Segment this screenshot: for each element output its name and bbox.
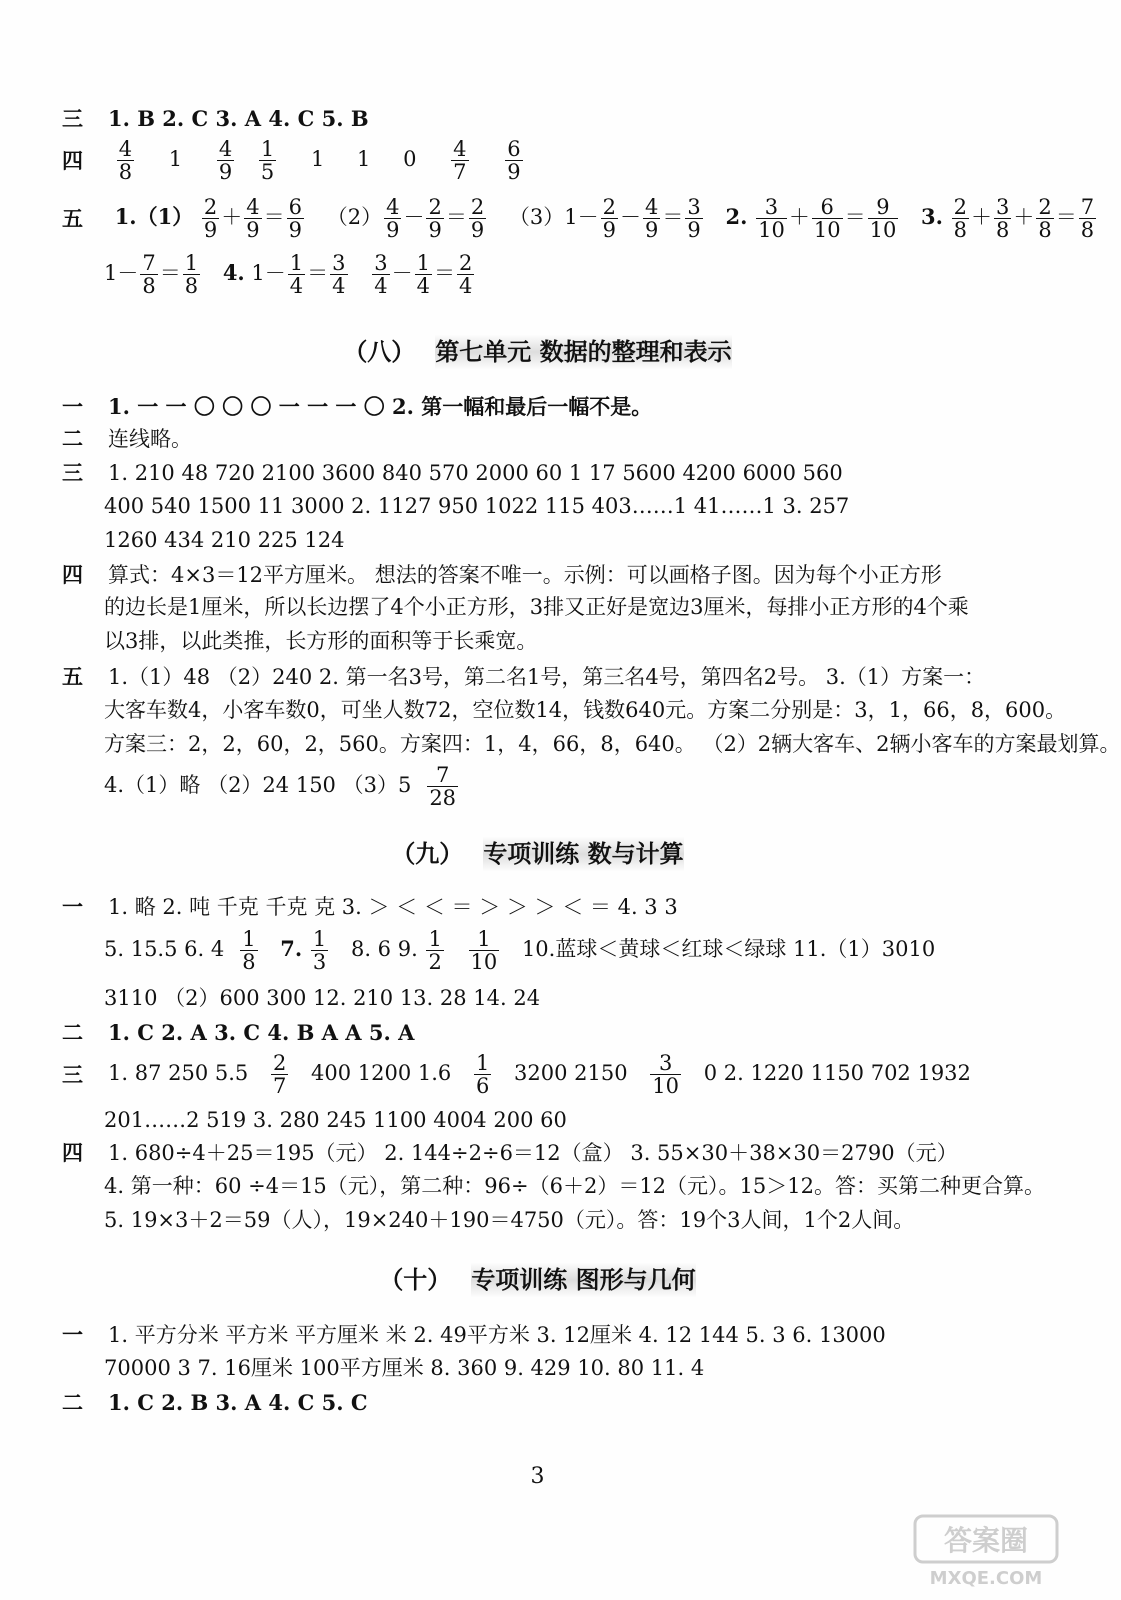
fraction: $\frac{1}{4}$ — [289, 251, 304, 299]
fraction: $\frac{1}{6}$ — [475, 1051, 490, 1099]
fraction: $\frac{4}{9}$ — [386, 195, 400, 243]
page-number: 3 — [530, 1464, 545, 1489]
row-10-yi-2: 70000 3 7. 16厘米 100平方厘米 8. 360 9. 429 10. 80 11. 4 — [104, 1356, 705, 1380]
section-heading-9: （九） 专项训练 数与计算 — [0, 842, 1075, 866]
row-8-si-1: 四 算式：4×3＝12平方厘米。 想法的答案不唯一。示例：可以画格子图。因为每个小正方形 — [62, 562, 942, 587]
row-san-prev — [62, 108, 369, 130]
fraction: $\frac{3}{8}$ — [996, 195, 1010, 243]
row-8-san-3: 1260 434 210 225 124 — [104, 528, 345, 552]
row-9-yi-2: 5. 15.5 6. 4 $\frac{1}{8}$ 7. $\frac{1}{3}$ 8. 6 9. $\frac{1}{2}$ $\frac{1}{10}$ 10.蓝球＜黄球＜红球＜绿球 11.（1）3010 — [104, 927, 936, 975]
fraction: $\frac{2}{9}$ — [602, 195, 617, 243]
number: 1 — [310, 147, 325, 172]
row-9-san-2: 201……2 519 3. 280 245 1100 4004 200 60 — [104, 1108, 567, 1132]
row-9-si-2: 4. 第一种：60 ÷4＝15（元），第二种：96÷（6＋2）＝12（元）。15＞12。答：买第二种更合算。 — [104, 1174, 1045, 1198]
svg-text:MXQE.COM: MXQE.COM — [929, 1568, 1043, 1589]
row-10-er: 二 1. C 2. B 3. A 4. C 5. C — [62, 1390, 368, 1415]
q-label: 五 — [62, 206, 83, 232]
fraction: $\frac{2}{4}$ — [458, 251, 473, 299]
fraction: $\frac{4}{8}$ — [118, 137, 133, 185]
q-label: 四 — [62, 148, 83, 174]
fraction: $\frac{3}{4}$ — [374, 251, 388, 299]
fraction: $\frac{7}{8}$ — [142, 251, 156, 299]
fraction: $\frac{2}{8}$ — [953, 195, 967, 243]
fraction: $\frac{6}{9}$ — [507, 137, 521, 185]
row-8-wu-1: 五 1.（1）48 （2）240 2. 第一名3号，第二名1号，第三名4号，第四名2号。 3.（1）方案一： — [62, 664, 986, 689]
fraction: $\frac{4}{9}$ — [246, 195, 260, 243]
row-si-prev — [62, 138, 525, 183]
row-9-san-1: 三 1. 87 250 5.5 $\frac{2}{7}$ 400 1200 1.6 $\frac{1}{6}$ 3200 2150 $\frac{3}{10}$ 0 2. 1220 1150 702 1932 — [62, 1051, 971, 1099]
row-wu-prev-2: 1－ $\frac{7}{8}$ ＝ $\frac{1}{8}$ 4. 1－ $\frac{1}{4}$ ＝ $\frac{3}{4}$ $\frac{3}{4}$ － $\frac{1}{4}$ ＝ $\frac{2}{4}$ — [104, 251, 473, 299]
fraction: $\frac{2}{8}$ — [1038, 195, 1052, 243]
fraction: $\frac{2}{9}$ — [470, 195, 485, 243]
fraction: $\frac{4}{9}$ — [645, 195, 659, 243]
number: 1 — [357, 147, 371, 172]
row-9-si-3: 5. 19×3＋2＝59（人），19×240＋190＝4750（元）。答：19个3人间，1个2人间。 — [104, 1208, 915, 1232]
section-heading-10: （十） 专项训练 图形与几何 — [0, 1268, 1075, 1292]
row-9-yi-3: 3110 （2）600 300 12. 210 13. 28 14. 24 — [104, 986, 541, 1010]
row-8-wu-4: 4.（1）略 （2）24 150 （3）5 $\frac{7}{28}$ — [104, 763, 457, 811]
fraction: $\frac{1}{3}$ — [312, 927, 327, 975]
fraction: $\frac{1}{8}$ — [242, 927, 256, 975]
row-8-wu-2: 大客车数4，小客车数0，可坐人数72，空位数14，钱数640元。方案二分别是：3，1，66，8，600。 — [104, 698, 1067, 722]
row-8-wu-3: 方案三：2，2，60，2，560。方案四：1，4，66，8，640。 （2）2辆大客车、2辆小客车的方案最划算。 — [104, 732, 1121, 756]
fraction: $\frac{2}{9}$ — [428, 195, 442, 243]
fraction: $\frac{1}{10}$ — [470, 927, 498, 975]
fraction: $\frac{3}{9}$ — [687, 195, 701, 243]
svg-text:答案圈: 答案圈 — [943, 1524, 1029, 1557]
section-heading-8: （八） 第七单元 数据的整理和表示 — [0, 340, 1075, 364]
row-8-si-3: 以3排，以此类推，长方形的面积等于长乘宽。 — [104, 629, 538, 653]
number: 0 — [403, 147, 417, 172]
row-8-er: 二 连线略。 — [62, 426, 192, 451]
fraction: $\frac{1}{4}$ — [416, 251, 430, 299]
fraction: $\frac{6}{10}$ — [813, 195, 841, 243]
fraction: $\frac{3}{10}$ — [652, 1051, 680, 1099]
row-wu-prev-1: 五 1.（1） $\frac{2}{9}$ ＋ $\frac{4}{9}$ ＝ $\frac{6}{9}$ （2） $\frac{4}{9}$ － $\frac{2}{9}$ ＝ $\frac{2}{9}$ （3）1－ $\frac{2}{9}$ － $\frac{4}{9}$ ＝ $\frac{3}{9}$ 2. $\frac{3}{10}$ ＋ $\frac{6}{10}$ ＝ $\frac{9}{10}$ 3. $\frac{2}{8}$ ＋ $\frac{3}{8}$ ＋ $\frac{2}{8}$ ＝ $\frac{7}{8}$ — [62, 195, 1095, 243]
row-9-yi-1: 一 1. 略 2. 吨 千克 千克 克 3. ＞ ＜ ＜ ＝ ＞ ＞ ＞ ＜ ＝ 4. 3 3 — [62, 894, 678, 919]
row-8-san-1: 三 1. 210 48 720 2100 3600 840 570 2000 60 1 17 5600 4200 6000 560 — [62, 460, 843, 485]
row-9-si-1: 四 1. 680÷4＋25＝195（元） 2. 144÷2÷6＝12（盒） 3. 55×30＋38×30＝2790（元） — [62, 1140, 958, 1165]
watermark-logo-icon — [911, 1512, 1061, 1592]
fraction: $\frac{3}{4}$ — [332, 251, 346, 299]
fraction: $\frac{1}{8}$ — [184, 251, 199, 299]
row-9-er: 二 1. C 2. A 3. C 4. B A A 5. A — [62, 1020, 415, 1045]
fraction: $\frac{4}{7}$ — [453, 137, 467, 185]
fraction: $\frac{1}{2}$ — [428, 927, 442, 975]
item-num: 1.（1） — [114, 204, 194, 230]
q-label: 三 — [62, 106, 83, 131]
fraction: $\frac{2}{7}$ — [272, 1051, 287, 1099]
fraction: $\frac{4}{9}$ — [218, 137, 233, 185]
row-8-si-2: 的边长是1厘米，所以长边摆了4个小正方形，3排又正好是宽边3厘米，每排小正方形的4个乘 — [104, 595, 969, 619]
row-10-yi-1: 一 1. 平方分米 平方米 平方厘米 米 2. 49平方米 3. 12厘米 4. 12 144 5. 3 6. 13000 — [62, 1322, 886, 1347]
answer-text: 1. B 2. C 3. A 4. C 5. B — [108, 106, 369, 131]
row-8-yi: 一 1. 一 一 〇 〇 〇 一 一 一 〇 2. 第一幅和最后一幅不是。 — [62, 394, 653, 419]
fraction: $\frac{3}{10}$ — [758, 195, 785, 243]
fraction: $\frac{1}{5}$ — [260, 137, 275, 185]
fraction: $\frac{7}{8}$ — [1080, 195, 1095, 243]
fraction: $\frac{2}{9}$ — [203, 195, 218, 243]
number: 1 — [168, 147, 183, 172]
fraction: $\frac{7}{28}$ — [429, 763, 457, 811]
fraction: $\frac{6}{9}$ — [288, 195, 303, 243]
row-8-san-2: 400 540 1500 11 3000 2. 1127 950 1022 115 403……1 41……1 3. 257 — [104, 494, 850, 518]
fraction: $\frac{9}{10}$ — [869, 195, 897, 243]
